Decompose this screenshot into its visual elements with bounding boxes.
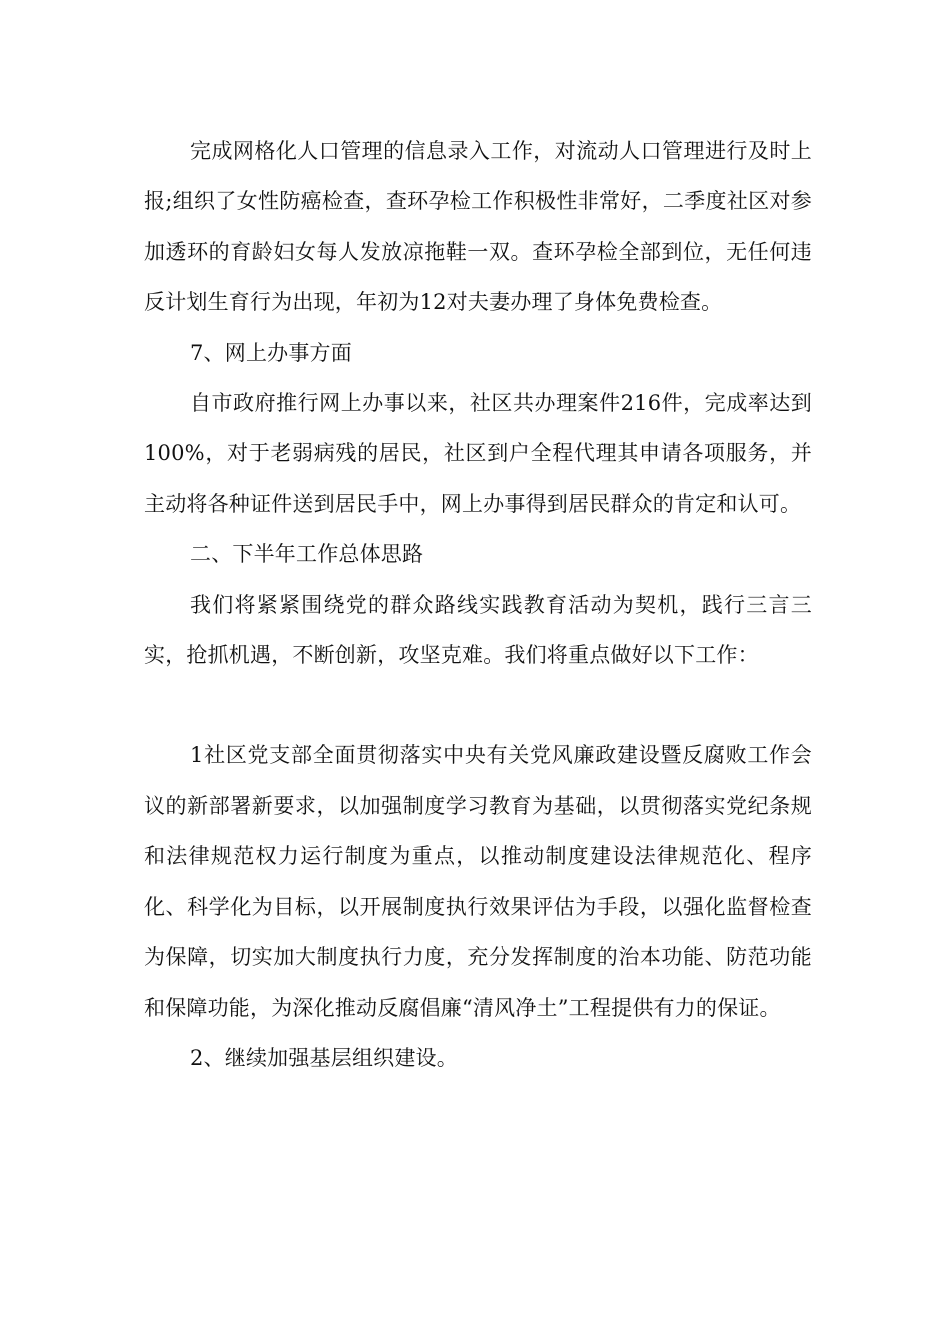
paragraph-population-management: 完成网格化人口管理的信息录入工作，对流动人口管理进行及时上报;组织了女性防癌检查，查环孕检工作积极性非常好，二季度社区对参加透环的育龄妇女每人发放凉拖鞋一双。查环孕检全部到位，无任何违反计划生育行为出现，年初为12对夫妻办理了身体免费检查。 (144, 139, 812, 315)
paragraph-online-services: 自市政府推行网上办事以来，社区共办理案件216件，完成率达到100%，对于老弱病残的居民，社区到户全程代理其申请各项服务，并主动将各种证件送到居民手中，网上办事得到居民群众的肯定和认可。 (144, 391, 812, 516)
heading-second-half-plan: 二、下半年工作总体思路 (190, 542, 424, 567)
paragraph-plan-intro: 我们将紧紧围绕党的群众路线实践教育活动为契机，践行三言三实，抢抓机遇，不断创新，攻坚克难。我们将重点做好以下工作： (144, 592, 812, 668)
document-body (144, 126, 812, 1083)
paragraph-party-integrity: 1社区党支部全面贯彻落实中央有关党风廉政建设暨反腐败工作会议的新部署新要求，以加强制度学习教育为基础，以贯彻落实党纪条规和法律规范权力运行制度为重点，以推动制度建设法律规范化、程序化、科学化为目标，以开展制度执行效果评估为手段，以强化监督检查为保障，切实加大制度执行力度，充分发挥制度的治本功能、防范功能和保障功能，为深化推动反腐倡廉“清风净土”工程提供有力的保证。 (144, 743, 812, 1020)
heading-online-services: 7、网上办事方面 (190, 340, 352, 365)
blank-line (144, 680, 812, 730)
heading-grassroots-organization: 2、继续加强基层组织建设。 (190, 1045, 458, 1070)
